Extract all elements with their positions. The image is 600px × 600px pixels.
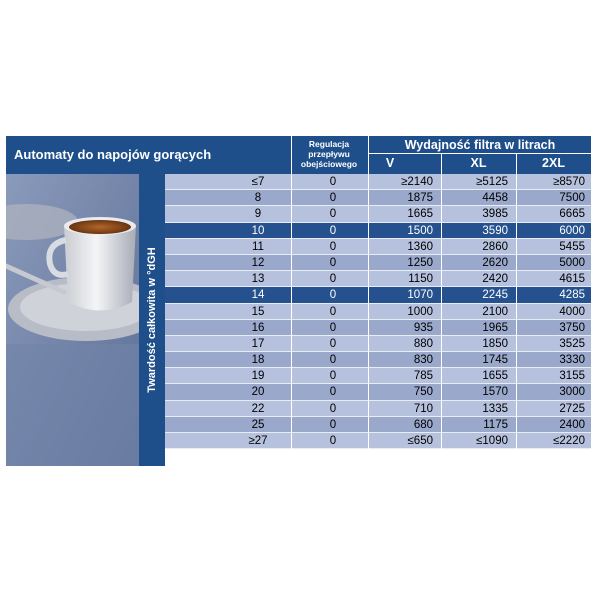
capacity-2xl-cell: 3525 — [559, 337, 585, 350]
regulation-cell: 0 — [329, 240, 337, 253]
table-row — [165, 368, 591, 384]
hardness-cell: 12 — [251, 256, 265, 269]
capacity-v-cell: 1250 — [407, 256, 433, 269]
capacity-v-cell: 1875 — [407, 192, 433, 205]
hardness-cell: 18 — [251, 354, 265, 367]
hardness-cell: 22 — [251, 402, 265, 415]
hardness-cell: 25 — [251, 418, 265, 431]
hardness-cell: ≤7 — [251, 176, 265, 188]
table-row — [165, 401, 591, 417]
table-row — [165, 174, 591, 190]
hardness-cell: 20 — [251, 386, 265, 399]
capacity-xl-cell: 2860 — [482, 240, 508, 253]
regulation-cell: 0 — [329, 176, 337, 188]
capacity-2xl-cell: 3000 — [559, 386, 585, 399]
capacity-2xl-cell: 2400 — [559, 418, 585, 431]
capacity-v-cell: 935 — [413, 321, 433, 334]
capacity-v-cell: 1000 — [407, 305, 433, 318]
table-row — [165, 384, 591, 400]
capacity-xl-cell: 2245 — [482, 289, 508, 302]
table-row — [165, 287, 591, 303]
capacity-2xl-cell: 4285 — [559, 289, 585, 302]
capacity-xl-cell: ≤1090 — [476, 435, 508, 447]
capacity-xl-cell: 2100 — [482, 305, 508, 318]
capacity-2xl-cell: 6000 — [559, 224, 585, 237]
regulation-header: Regulacja przepływu obejściowego — [300, 139, 358, 169]
column-divider — [368, 174, 369, 466]
capacity-2xl-cell: ≤2220 — [553, 435, 585, 447]
capacity-xl-cell: 1175 — [483, 418, 508, 431]
regulation-cell: 0 — [329, 224, 337, 237]
regulation-cell: 0 — [329, 418, 337, 431]
table-row — [165, 417, 591, 433]
row-separator — [165, 448, 591, 449]
capacity-2xl-cell: 5455 — [559, 240, 585, 253]
capacity-xl-cell: 2620 — [482, 256, 508, 269]
column-header-2xl: 2XL — [542, 156, 565, 170]
regulation-cell: 0 — [329, 289, 337, 302]
regulation-cell: 0 — [329, 435, 337, 447]
regulation-cell: 0 — [329, 256, 337, 269]
capacity-v-cell: 830 — [413, 354, 433, 367]
capacity-2xl-cell: 3330 — [559, 354, 585, 367]
table-row — [165, 336, 591, 352]
regulation-cell: 0 — [329, 370, 337, 383]
regulation-cell: 0 — [329, 305, 337, 318]
capacity-2xl-cell: 6665 — [559, 208, 585, 221]
capacity-v-cell: 1665 — [407, 208, 433, 221]
column-divider — [441, 174, 442, 466]
column-header-xl: XL — [470, 156, 487, 170]
hardness-label: Twardość całkowita w °dGH — [146, 247, 158, 393]
column-divider — [291, 174, 292, 466]
table-header — [6, 136, 591, 174]
capacity-header: Wydajność filtra w litrach — [404, 138, 556, 152]
capacity-2xl-cell: 4000 — [559, 305, 585, 318]
column-divider — [516, 174, 517, 466]
table-row — [165, 239, 591, 255]
capacity-2xl-cell: 3750 — [559, 321, 585, 334]
hardness-cell: 11 — [252, 240, 264, 253]
coffee-cup-image — [6, 174, 139, 466]
capacity-v-cell: 680 — [413, 418, 433, 431]
table-body — [165, 174, 591, 449]
header-divider — [441, 153, 442, 174]
hardness-cell: 17 — [251, 337, 265, 350]
capacity-2xl-cell: ≥8570 — [553, 176, 585, 188]
regulation-cell: 0 — [329, 208, 337, 221]
hardness-cell: 9 — [254, 208, 262, 221]
table-row — [165, 304, 591, 320]
table-row — [165, 320, 591, 336]
capacity-v-cell: 1150 — [408, 273, 433, 286]
capacity-2xl-cell: 2725 — [559, 402, 585, 415]
regulation-cell: 0 — [329, 354, 337, 367]
hardness-cell: 19 — [251, 370, 265, 383]
regulation-cell: 0 — [329, 337, 337, 350]
hardness-cell: 13 — [251, 273, 265, 286]
capacity-v-cell: 750 — [413, 386, 433, 399]
regulation-cell: 0 — [329, 402, 337, 415]
capacity-xl-cell: 1655 — [482, 370, 508, 383]
capacity-xl-cell: 3985 — [482, 208, 508, 221]
regulation-cell: 0 — [329, 192, 337, 205]
header-divider — [516, 153, 517, 174]
filter-capacity-table — [6, 136, 591, 466]
hardness-cell: ≥27 — [248, 435, 268, 447]
coffee-cup-illustration — [6, 174, 139, 466]
capacity-xl-cell: 4458 — [482, 192, 508, 205]
hardness-cell: 16 — [251, 321, 265, 334]
table-row — [165, 433, 591, 449]
table-row — [165, 271, 591, 287]
capacity-2xl-cell: 7500 — [559, 192, 585, 205]
regulation-cell: 0 — [329, 321, 337, 334]
header-divider — [291, 136, 292, 174]
capacity-2xl-cell: 4615 — [559, 273, 585, 286]
capacity-v-cell: 1070 — [407, 289, 433, 302]
capacity-xl-cell: 3590 — [482, 224, 508, 237]
hardness-axis-label — [139, 174, 165, 466]
capacity-xl-cell: ≥5125 — [476, 176, 508, 188]
capacity-v-cell: 710 — [413, 402, 433, 415]
hardness-cell: 10 — [251, 224, 265, 237]
capacity-2xl-cell: 3155 — [559, 370, 585, 383]
header-divider — [369, 153, 591, 154]
capacity-v-cell: 785 — [413, 370, 433, 383]
capacity-xl-cell: 1570 — [482, 386, 508, 399]
capacity-xl-cell: 1745 — [482, 354, 508, 367]
hardness-cell: 8 — [254, 192, 262, 205]
table-row — [165, 223, 591, 239]
capacity-xl-cell: 2420 — [482, 273, 508, 286]
column-header-v: V — [385, 156, 395, 170]
hardness-cell: 15 — [251, 305, 265, 318]
table-row — [165, 352, 591, 368]
capacity-2xl-cell: 5000 — [559, 256, 585, 269]
capacity-v-cell: 880 — [413, 337, 433, 350]
header-divider — [368, 136, 369, 174]
table-title: Automaty do napojów gorących — [14, 147, 212, 162]
table-row — [165, 190, 591, 206]
capacity-v-cell: 1500 — [407, 224, 433, 237]
capacity-xl-cell: 1335 — [482, 402, 508, 415]
regulation-cell: 0 — [329, 273, 337, 286]
capacity-xl-cell: 1850 — [482, 337, 508, 350]
capacity-v-cell: ≤650 — [407, 435, 433, 447]
regulation-cell: 0 — [329, 386, 337, 399]
capacity-xl-cell: 1965 — [482, 321, 508, 334]
table-row — [165, 255, 591, 271]
table-row — [165, 206, 591, 222]
hardness-cell: 14 — [251, 289, 265, 302]
capacity-v-cell: ≥2140 — [401, 176, 433, 188]
capacity-v-cell: 1360 — [407, 240, 433, 253]
